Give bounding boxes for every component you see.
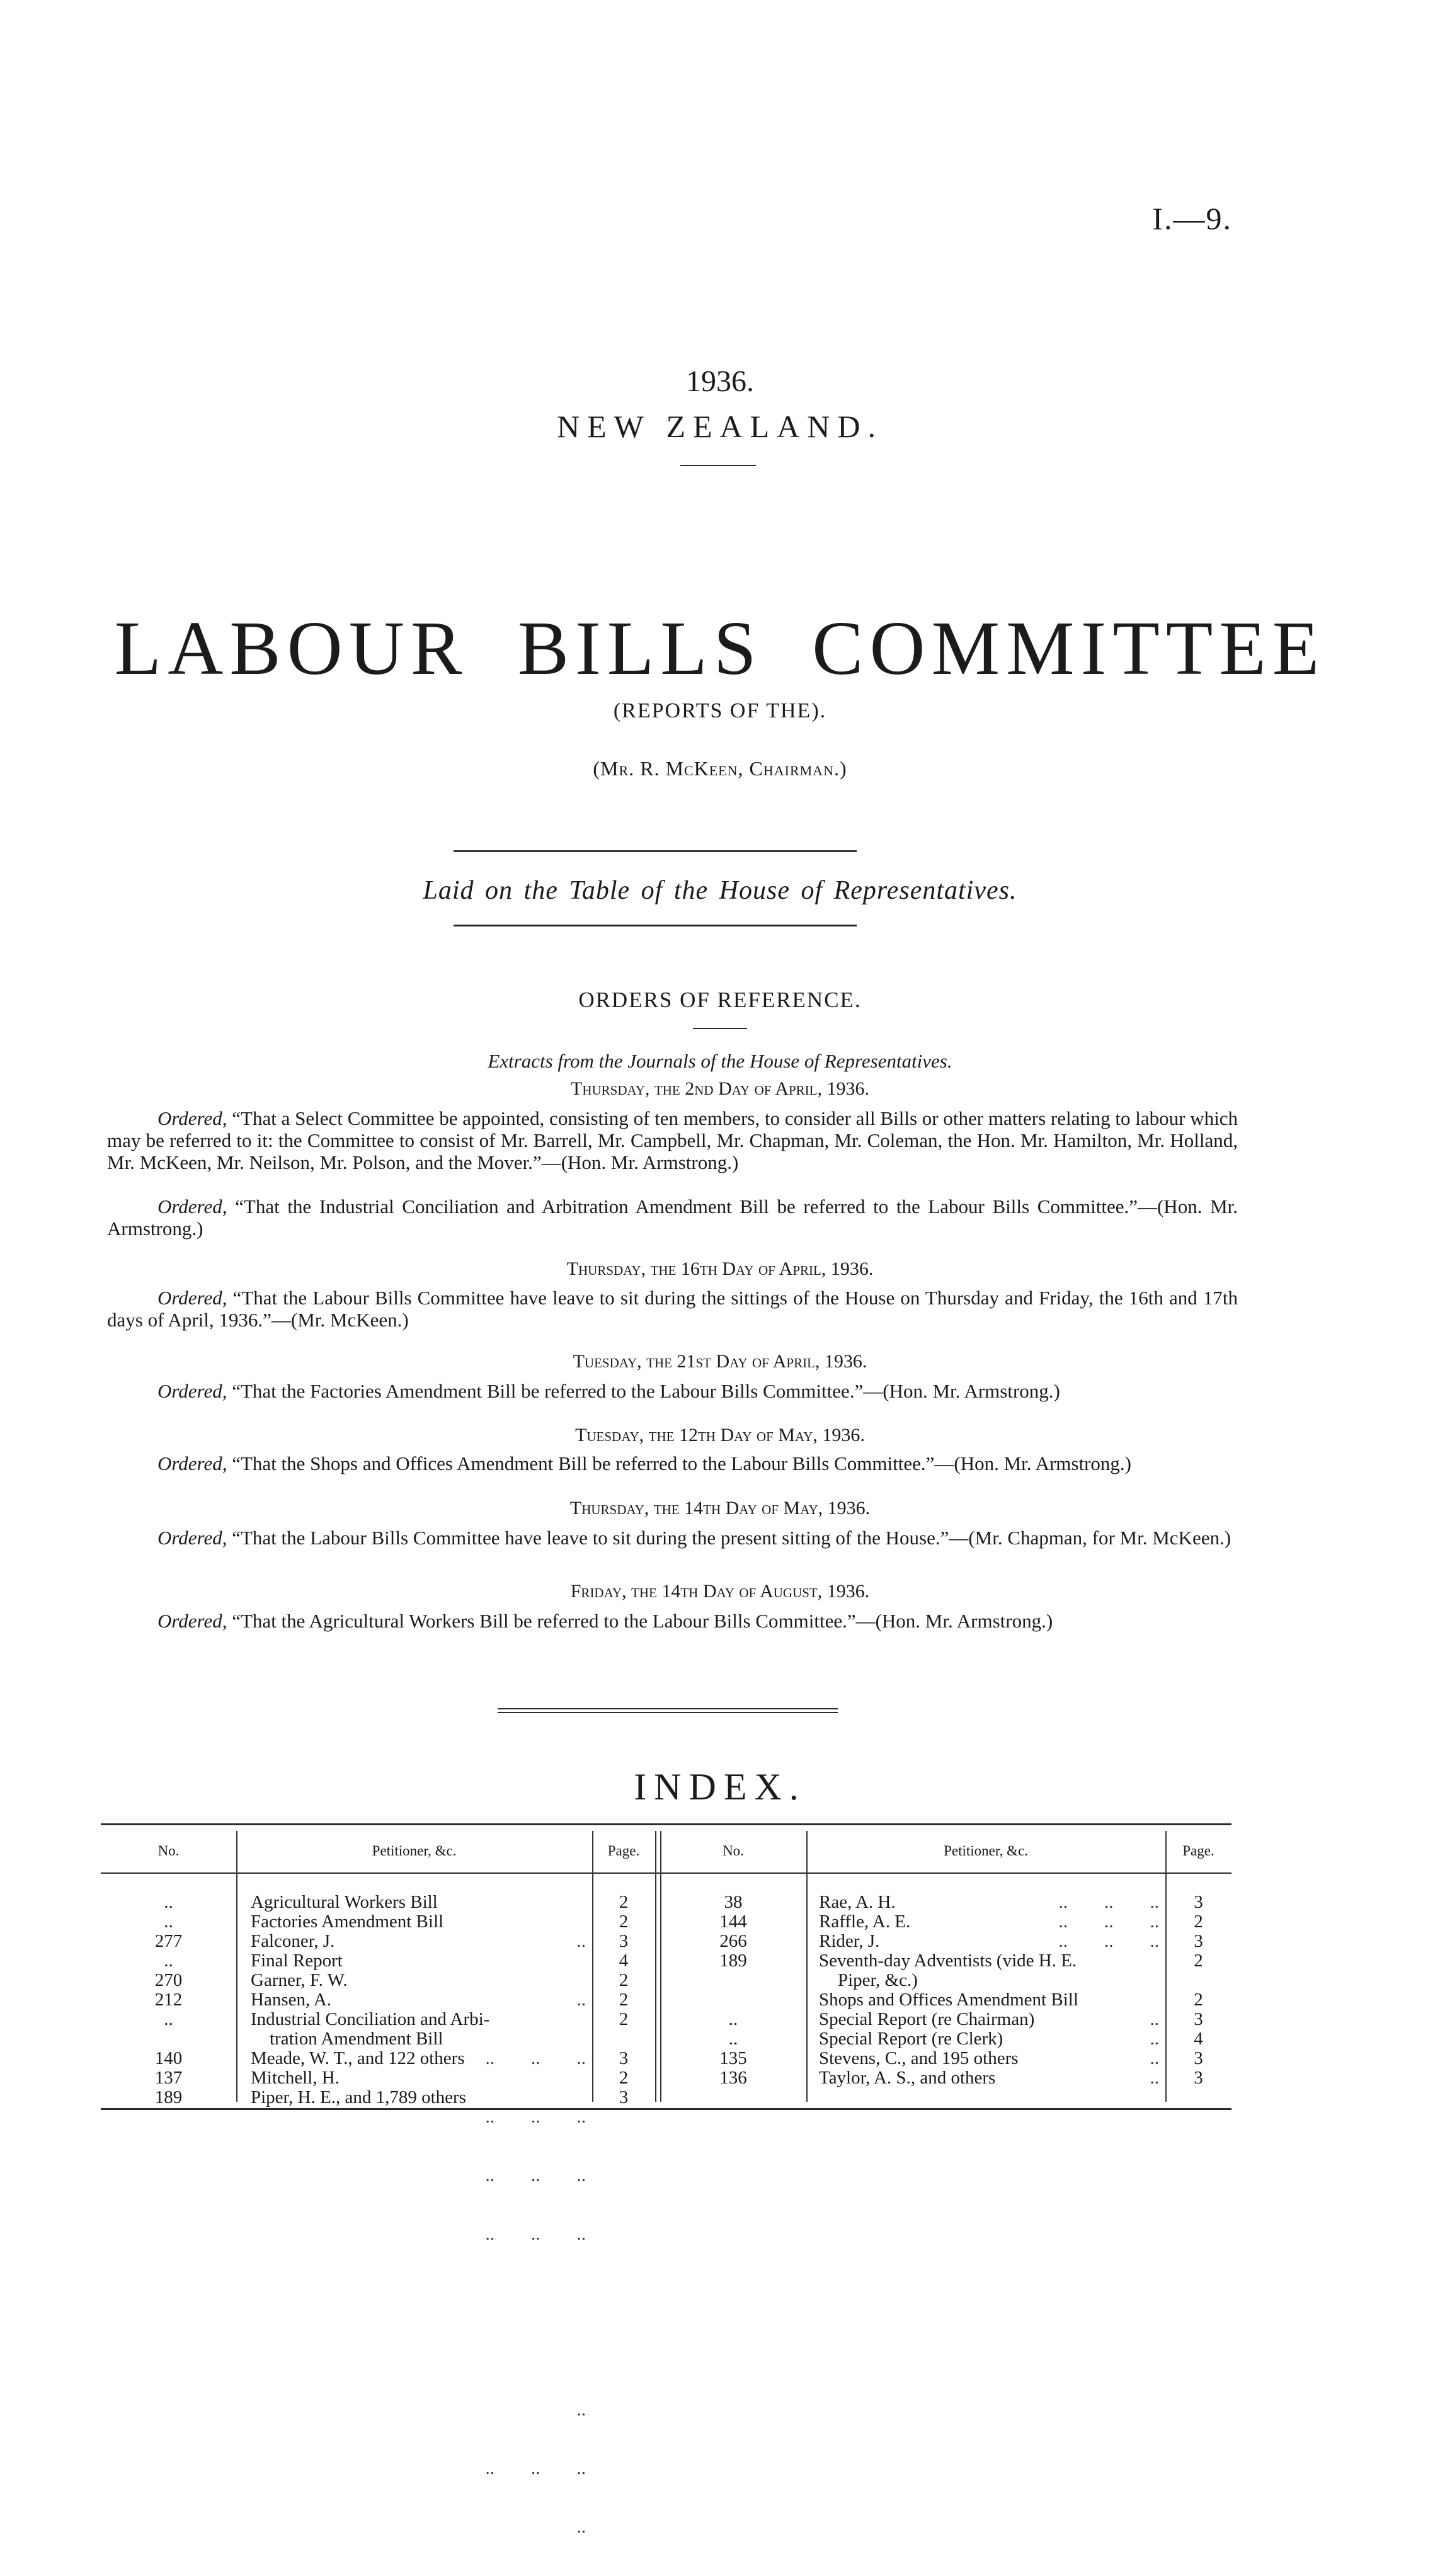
country-title: NEW ZEALAND. bbox=[557, 409, 883, 444]
order-date: Thursday, the 14th Day of May, 1936. bbox=[569, 1498, 871, 1519]
double-rule-bottom bbox=[498, 1712, 838, 1713]
index-title: INDEX. bbox=[634, 1766, 806, 1808]
document-title: LABOUR BILLS COMMITTEE bbox=[114, 606, 1326, 691]
index-page: 4 bbox=[1194, 2029, 1203, 2049]
index-page: 3 bbox=[1194, 2010, 1203, 2029]
index-entry: Agricultural Workers Bill bbox=[251, 1893, 438, 1912]
order-paragraph bbox=[107, 1380, 1238, 1402]
index-page: 2 bbox=[1194, 1912, 1203, 1932]
left-page-column bbox=[592, 1893, 655, 2107]
index-entry: Raffle, A. E. bbox=[819, 1912, 911, 1932]
index-entry: Hansen, A. bbox=[251, 1990, 332, 2010]
index-page: 3 bbox=[1194, 2049, 1203, 2068]
leader-dots: .. bbox=[1150, 2068, 1159, 2088]
document-subtitle: (REPORTS OF THE). bbox=[613, 699, 827, 722]
index-number bbox=[101, 2029, 236, 2049]
leader-dots: .. bbox=[576, 2517, 586, 2537]
divider-top bbox=[454, 850, 857, 852]
index-page: 2 bbox=[1194, 1990, 1203, 2010]
leader-dots: .. .. .. bbox=[1058, 1932, 1159, 1951]
index-number: .. bbox=[164, 1951, 173, 1971]
order-paragraph bbox=[107, 1527, 1238, 1549]
index-page: 2 bbox=[619, 1912, 629, 1932]
index-entry: Rae, A. H. bbox=[819, 1893, 896, 1912]
index-entry: Shops and Offices Amendment Bill bbox=[819, 1990, 1078, 2010]
leader-dots: .. bbox=[576, 1932, 586, 1951]
index-entry: Meade, W. T., and 122 others bbox=[251, 2049, 465, 2068]
ordered-label: Ordered, bbox=[157, 1195, 227, 1217]
index-number bbox=[660, 1990, 806, 2010]
index-page: 3 bbox=[1194, 2068, 1203, 2088]
order-text: “That the Industrial Conciliation and Arbitration Amendment Bill be referred to the Labour Bills Committee.”—(Hon. Mr. Armstrong.) bbox=[107, 1195, 1238, 1240]
leader-dots: .. .. .. bbox=[485, 2107, 586, 2127]
laid-on-table: Laid on the Table of the House of Representatives. bbox=[423, 876, 1017, 905]
order-text: “That the Shops and Offices Amendment Bill be referred to the Labour Bills Committee.”—(Hon. Mr. Armstrong.) bbox=[232, 1452, 1131, 1474]
index-entry-continuation: tration Amendment Bill bbox=[270, 2029, 443, 2049]
right-dots-column bbox=[1008, 1893, 1159, 2088]
index-number: 38 bbox=[724, 1893, 743, 1912]
divider-short bbox=[680, 465, 756, 466]
index-number: 212 bbox=[154, 1990, 183, 2010]
left-dots-column bbox=[454, 1893, 586, 2576]
right-page-column bbox=[1165, 1893, 1231, 2088]
order-date: Thursday, the 2nd Day of April, 1936. bbox=[571, 1078, 869, 1099]
order-text: “That the Labour Bills Committee have leave to sit during the sittings of the House on Thursday and Friday, the 16th and 17th days of April, 1936.”—(Mr. McKeen.) bbox=[107, 1287, 1238, 1331]
chairman-line: (Mr. R. McKeen, Chairman.) bbox=[593, 757, 847, 780]
index-page: 3 bbox=[1194, 1932, 1203, 1951]
leader-dots bbox=[1008, 1971, 1159, 1990]
leader-dots: .. .. .. bbox=[1058, 1912, 1159, 1932]
leader-dots: .. .. .. bbox=[485, 2166, 586, 2186]
header-no: No. bbox=[157, 1843, 180, 1859]
index-number: .. bbox=[164, 1912, 173, 1932]
index-entry: Mitchell, H. bbox=[251, 2068, 340, 2088]
leader-dots bbox=[1008, 1951, 1159, 1971]
ordered-label: Ordered, bbox=[157, 1452, 227, 1474]
index-page: 3 bbox=[619, 2088, 629, 2107]
divider-orders bbox=[693, 1028, 747, 1029]
index-entry: Factories Amendment Bill bbox=[251, 1912, 444, 1932]
order-date: Thursday, the 16th Day of April, 1936. bbox=[566, 1258, 874, 1279]
index-number: 189 bbox=[154, 2088, 183, 2107]
index-entry-continuation: Piper, &c.) bbox=[838, 1971, 918, 1990]
leader-dots bbox=[454, 2283, 586, 2303]
order-text: “That the Factories Amendment Bill be referred to the Labour Bills Committee.”—(Hon. Mr. Armstrong.) bbox=[232, 1380, 1060, 1402]
index-number: 270 bbox=[154, 1971, 183, 1990]
index-entry: Taylor, A. S., and others bbox=[819, 2068, 996, 2088]
order-paragraph bbox=[107, 1452, 1238, 1474]
index-page: 2 bbox=[619, 2068, 629, 2088]
index-entry: Garner, F. W. bbox=[251, 1971, 348, 1990]
extracts-line: Extracts from the Journals of the House of Representatives. bbox=[488, 1050, 952, 1072]
leader-dots: .. .. .. bbox=[485, 2459, 586, 2478]
index-entry: Falconer, J. bbox=[251, 1932, 335, 1951]
index-number: .. bbox=[164, 1893, 173, 1912]
table-header-rule bbox=[101, 1872, 1231, 1874]
order-paragraph bbox=[107, 1195, 1238, 1240]
header-page: Page. bbox=[607, 1843, 640, 1859]
leader-dots: .. bbox=[1150, 2049, 1159, 2068]
index-page: 3 bbox=[619, 1932, 629, 1951]
index-page bbox=[1165, 1971, 1231, 1990]
index-number: 144 bbox=[719, 1912, 747, 1932]
ordered-label: Ordered, bbox=[157, 1380, 227, 1402]
index-number: 189 bbox=[719, 1951, 747, 1971]
divider-bottom bbox=[454, 925, 857, 926]
index-page: 2 bbox=[619, 2010, 629, 2029]
leader-dots bbox=[1008, 1990, 1159, 2010]
order-date: Tuesday, the 12th Day of May, 1936. bbox=[575, 1425, 865, 1445]
index-page: 4 bbox=[619, 1951, 629, 1971]
index-number bbox=[660, 1971, 806, 1990]
index-page: 2 bbox=[619, 1990, 629, 2010]
index-number: 277 bbox=[154, 1932, 183, 1951]
order-text: “That a Select Committee be appointed, consisting of ten members, to consider all Bills or other matters relating to labour which may be referred to it: the Committee to consist of Mr. Barrell, Mr. Campbell, Mr. Chapman, Mr. Coleman, the Hon. Mr. Hamilton, Mr. Holland, Mr. McKeen, Mr. Neilson, Mr. Polson, and the Mover.”—(Hon. Mr. Armstrong.) bbox=[107, 1107, 1238, 1173]
orders-heading: ORDERS OF REFERENCE. bbox=[578, 988, 862, 1012]
header-petitioner: Petitioner, &c. bbox=[372, 1843, 457, 1859]
order-paragraph bbox=[107, 1107, 1238, 1173]
index-number: 266 bbox=[719, 1932, 747, 1951]
order-date: Tuesday, the 21st Day of April, 1936. bbox=[573, 1351, 867, 1372]
index-number: 135 bbox=[719, 2049, 747, 2068]
index-entry: Seventh-day Adventists (vide H. E. bbox=[819, 1951, 1077, 1971]
index-entry: Piper, H. E., and 1,789 others bbox=[251, 2088, 466, 2107]
order-text: “That the Agricultural Workers Bill be referred to the Labour Bills Committee.”—(Hon. Mr. Armstrong.) bbox=[232, 1610, 1053, 1632]
right-no-column bbox=[660, 1893, 806, 2088]
leader-dots: .. bbox=[1150, 2010, 1159, 2029]
leader-dots: .. bbox=[576, 1990, 586, 2010]
header-page: Page. bbox=[1182, 1843, 1214, 1859]
index-entry: Special Report (re Chairman) bbox=[819, 2010, 1035, 2029]
ordered-label: Ordered, bbox=[157, 1287, 227, 1309]
index-entry: Rider, J. bbox=[819, 1932, 880, 1951]
index-entry: Special Report (re Clerk) bbox=[819, 2029, 1003, 2049]
index-page: 2 bbox=[619, 1893, 629, 1912]
index-page bbox=[592, 2029, 655, 2049]
index-number: 137 bbox=[154, 2068, 183, 2088]
index-number: 136 bbox=[719, 2068, 747, 2088]
index-page: 3 bbox=[619, 2049, 629, 2068]
index-entry: Stevens, C., and 195 others bbox=[819, 2049, 1019, 2068]
header-no: No. bbox=[723, 1843, 744, 1859]
index-page: 3 bbox=[1194, 1893, 1203, 1912]
table-top-rule bbox=[101, 1823, 1231, 1825]
order-paragraph bbox=[107, 1287, 1238, 1331]
ordered-label: Ordered, bbox=[157, 1610, 227, 1632]
order-paragraph bbox=[107, 1610, 1238, 1632]
index-number: .. bbox=[728, 2029, 738, 2049]
index-entry: Industrial Conciliation and Arbi- bbox=[251, 2010, 490, 2029]
ordered-label: Ordered, bbox=[157, 1107, 227, 1129]
index-number: 140 bbox=[154, 2049, 183, 2068]
index-page: 2 bbox=[619, 1971, 629, 1990]
leader-dots: .. bbox=[1150, 2029, 1159, 2049]
double-rule-top bbox=[498, 1708, 838, 1709]
leader-dots: .. .. .. bbox=[485, 2049, 586, 2068]
ordered-label: Ordered, bbox=[157, 1527, 227, 1549]
index-entry: Final Report bbox=[251, 1951, 343, 1971]
index-table bbox=[101, 1823, 1231, 2537]
header-petitioner: Petitioner, &c. bbox=[944, 1843, 1028, 1859]
leader-dots: .. .. .. bbox=[1058, 1893, 1159, 1912]
order-text: “That the Labour Bills Committee have leave to sit during the present sitting of the House.”—(Mr. Chapman, for Mr. McKeen.) bbox=[232, 1527, 1231, 1549]
leader-dots: .. bbox=[576, 2400, 586, 2420]
index-number: .. bbox=[164, 2010, 173, 2029]
index-number: .. bbox=[728, 2010, 738, 2029]
left-no-column bbox=[101, 1893, 236, 2107]
order-date: Friday, the 14th Day of August, 1936. bbox=[570, 1581, 870, 1602]
leader-dots: .. .. .. bbox=[485, 2225, 586, 2244]
report-year: 1936. bbox=[686, 365, 754, 398]
leader-dots bbox=[454, 2342, 586, 2361]
index-page: 2 bbox=[1194, 1951, 1203, 1971]
table-bottom-rule bbox=[101, 2108, 1231, 2110]
page-reference: I.—9. bbox=[1152, 201, 1232, 236]
